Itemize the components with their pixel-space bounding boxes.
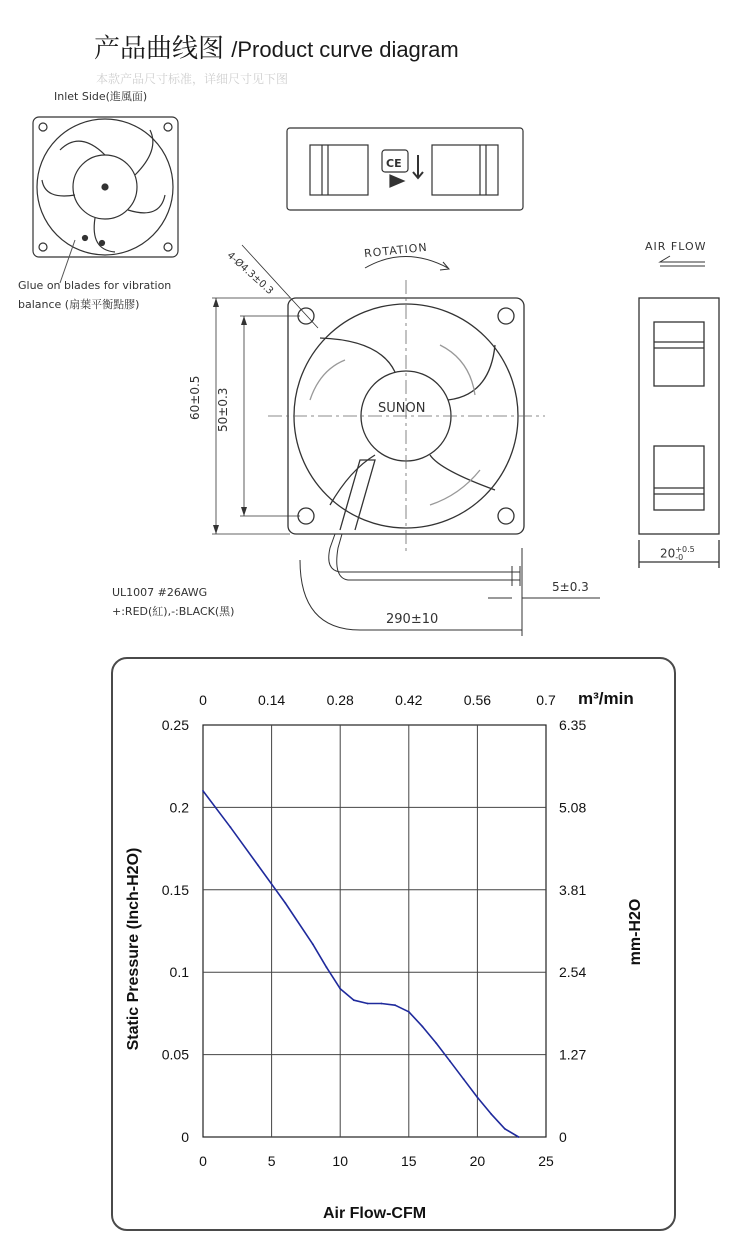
pq-curve-point: [518, 1136, 520, 1138]
page-title-cn: 产品曲线图: [94, 33, 225, 63]
pq-curve-point: [449, 1060, 451, 1062]
dim-lead-length-label: 290±10: [386, 612, 439, 627]
y-right-tick-label: 0: [559, 1129, 567, 1145]
x-tick-label: 20: [469, 1153, 486, 1169]
pq-curve-point: [257, 864, 259, 866]
dim-depth-tol-lower: -0: [675, 553, 684, 562]
wire-colors-label: +:RED(紅),-:BLACK(黑): [112, 605, 235, 618]
wire-spec-label: UL1007 #26AWG: [112, 586, 208, 599]
y-axis-title: Static Pressure (Inch-H2O): [125, 847, 142, 1051]
rotation-label: ROTATION: [363, 240, 429, 261]
x-tick-label: 0: [199, 1153, 207, 1169]
hole-spec-label: 4-Ø4.3±0.3: [224, 250, 276, 298]
x-top-tick-label: 0: [199, 692, 207, 708]
x-tick-label: 10: [332, 1153, 348, 1169]
y-tick-label: 0.05: [161, 1046, 189, 1063]
pq-curve-point: [339, 988, 341, 990]
pq-curve-point: [463, 1078, 465, 1080]
inlet-side-label: Inlet Side(進風面): [54, 90, 148, 103]
glue-note-line2: balance (扇葉平衡點膠): [18, 298, 140, 311]
pq-curve-point: [394, 1004, 396, 1006]
x-top-tick-label: 0.14: [257, 692, 286, 708]
x-axis-title: Air Flow-CFM: [322, 1205, 427, 1222]
pq-curve-point: [477, 1097, 479, 1099]
dim-inner-label: 50±0.3: [216, 387, 230, 432]
y-tick-label: 0.15: [161, 881, 189, 898]
x-top-tick-label: 0.28: [326, 692, 354, 708]
svg-text:CE: CE: [386, 157, 402, 170]
x-top-unit-label: m³/min: [578, 689, 634, 708]
pq-curve-point: [284, 902, 286, 904]
x-tick-label: 25: [538, 1153, 554, 1169]
y-tick-label: 0: [181, 1129, 189, 1145]
pq-curve-point: [408, 1011, 410, 1013]
y-right-tick-label: 2.54: [559, 964, 587, 981]
y-right-tick-label: 1.27: [559, 1046, 587, 1063]
x-tick-label: 15: [401, 1153, 417, 1169]
pq-curve-point: [504, 1128, 506, 1130]
glue-note-line1: Glue on blades for vibration: [18, 279, 172, 292]
dim-lead-strip-label: 5±0.3: [552, 580, 589, 594]
pq-curve-point: [422, 1026, 424, 1028]
dim-depth-tol-upper: +0.5: [675, 545, 695, 554]
y-right-tick-label: 3.81: [559, 881, 587, 898]
plot-area: [203, 725, 546, 1137]
pq-curve-point: [490, 1113, 492, 1115]
pq-curve-point: [312, 943, 314, 945]
page-subtitle: 本款产品尺寸标准，详细尺寸见下图: [96, 72, 289, 86]
pq-curve-point: [381, 1003, 383, 1005]
pq-curve-point: [326, 966, 328, 968]
x-tick-label: 5: [267, 1153, 276, 1169]
dim-depth-value: 20: [660, 546, 676, 561]
y-tick-label: 0.25: [161, 717, 189, 733]
pq-curve-point: [202, 790, 204, 792]
pq-curve-point: [353, 999, 355, 1001]
y-right-tick-label: 6.35: [559, 717, 587, 733]
brand-label: SUNON: [378, 401, 426, 416]
pq-curve-point: [367, 1003, 369, 1005]
page-title-en: /Product curve diagram: [231, 37, 459, 62]
y-right-axis-title: mm-H2O: [627, 898, 644, 966]
dim-outer-label: 60±0.5: [188, 375, 202, 420]
x-top-tick-label: 0.7: [536, 692, 556, 708]
x-top-tick-label: 0.56: [463, 692, 492, 708]
y-tick-label: 0.2: [169, 799, 189, 816]
y-tick-label: 0.1: [169, 964, 189, 981]
x-top-tick-label: 0.42: [395, 692, 423, 708]
air-flow-label: AIR FLOW: [645, 240, 707, 253]
y-right-tick-label: 5.08: [559, 799, 587, 816]
pq-curve-point: [230, 826, 232, 828]
pq-curve-point: [435, 1042, 437, 1044]
